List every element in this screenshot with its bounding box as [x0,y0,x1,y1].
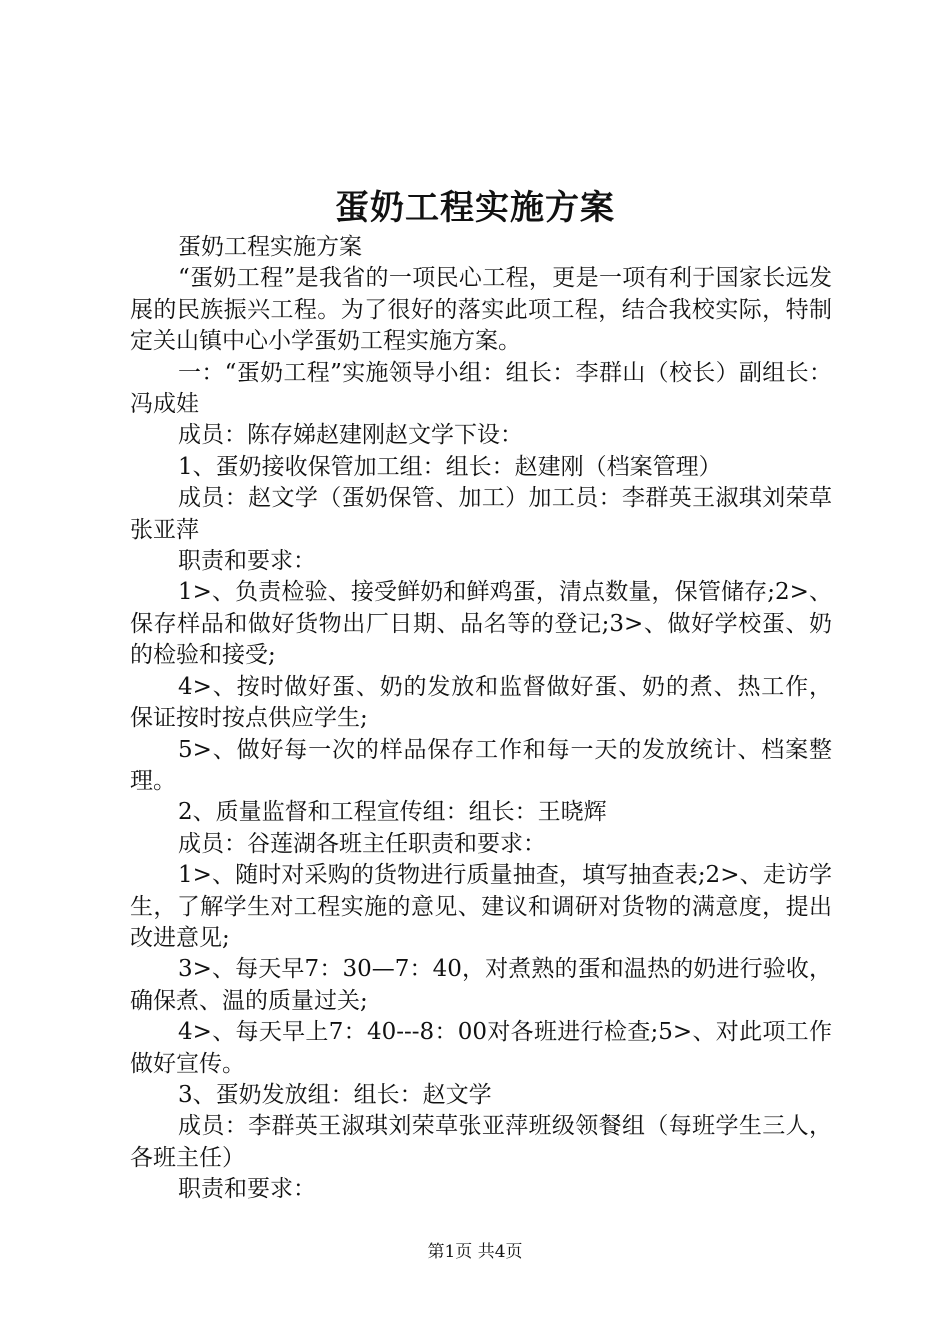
paragraph: 职责和要求： [178,1176,316,1203]
paragraph: 1、蛋奶接收保管加工组：组长：赵建刚（档案管理） [178,453,722,480]
paragraph: 3>、每天早7：30—7：40，对煮熟的蛋和温热的奶进行验收，确保煮、温的质量过关; [130,956,832,1014]
document-body [130,232,832,1206]
paragraph: 1>、随时对采购的货物进行质量抽查，填写抽查表;2>、走访学生，了解学生对工程实施的意见、建议和调研对货物的满意度，提出改进意见; [130,862,832,951]
paragraph: 4>、按时做好蛋、奶的发放和监督做好蛋、奶的煮、热工作，保证按时按点供应学生; [130,673,832,732]
document-title: 蛋奶工程实施方案 [335,188,615,228]
paragraph: 1>、负责检验、接受鲜奶和鲜鸡蛋，清点数量，保管储存;2>、保存样品和做好货物出厂日期、品名等的登记;3>、做好学校蛋、奶的检验和接受; [130,579,832,669]
paragraph: 成员：赵文学（蛋奶保管、加工）加工员：李群英王淑琪刘荣草张亚萍 [130,485,832,543]
paragraph: 3、蛋奶发放组：组长：赵文学 [178,1081,492,1108]
page-number-footer: 第1页 共4页 [427,1242,523,1262]
paragraph: 成员：谷莲湖各班主任职责和要求： [178,830,546,857]
paragraph: “蛋奶工程”是我省的一项民心工程，更是一项有利于国家长远发展的民族振兴工程。为了很好的落实此项工程，结合我校实际，特制定关山镇中心小学蛋奶工程实施方案。 [130,265,832,355]
paragraph: 蛋奶工程实施方案 [178,234,362,260]
paragraph: 职责和要求： [178,548,316,575]
paragraph: 成员：李群英王淑琪刘荣草张亚萍班级领餐组（每班学生三人，各班主任） [130,1113,832,1171]
paragraph: 一：“蛋奶工程”实施领导小组：组长：李群山（校长）副组长：冯成娃 [130,359,832,418]
paragraph: 成员：陈存娣赵建刚赵文学下设： [178,422,523,449]
paragraph: 2、质量监督和工程宣传组：组长：王晓辉 [178,799,607,826]
paragraph: 4>、每天早上7：40---8：00对各班进行检查;5>、对此项工作做好宣传。 [130,1019,832,1077]
paragraph: 5>、做好每一次的样品保存工作和每一天的发放统计、档案整理。 [130,736,832,794]
